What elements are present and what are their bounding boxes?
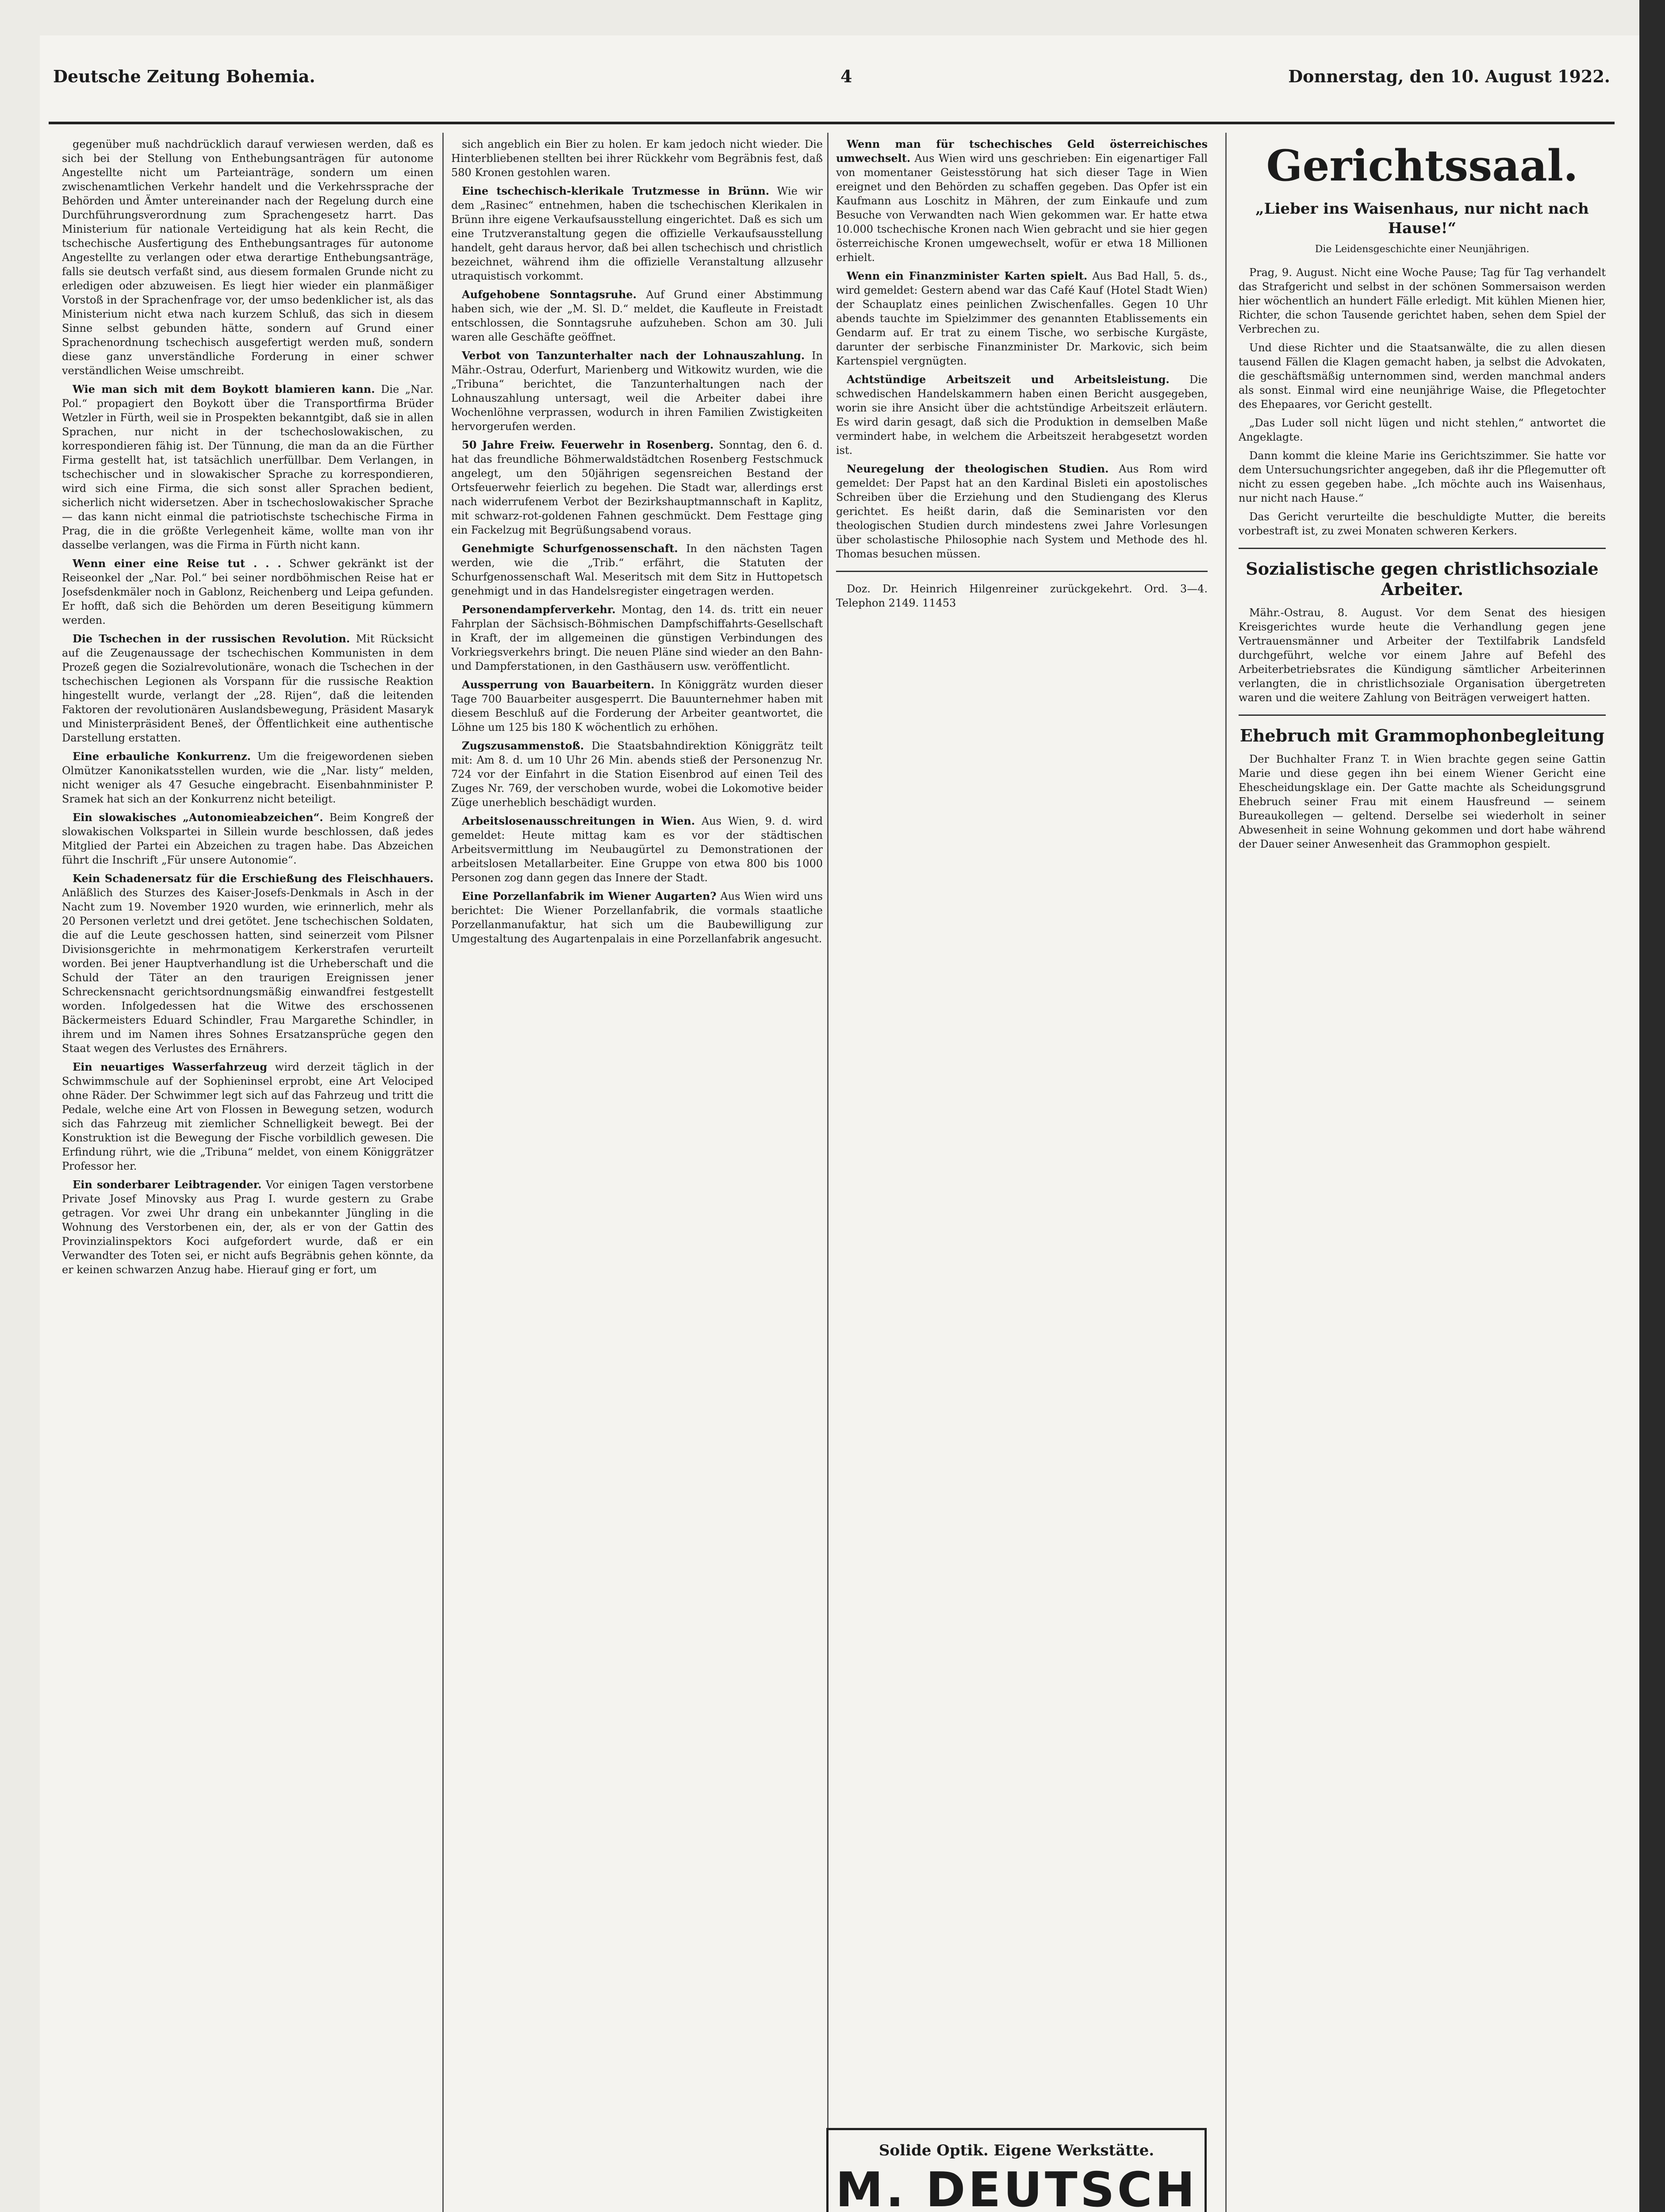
- article-headline: Verbot von Tanzunterhalter nach der Lohnauszahlung.: [462, 349, 805, 362]
- article-headline: 50 Jahre Freiw. Feuerwehr in Rosenberg.: [462, 438, 714, 451]
- article-headline: Wie man sich mit dem Boykott blamieren kann.: [73, 383, 375, 396]
- newspaper-name: Deutsche Zeitung Bohemia.: [53, 66, 315, 86]
- column-divider: [1225, 133, 1227, 2212]
- article-headline: Eine tschechisch-klerikale Trutzmesse in Brünn.: [462, 184, 770, 197]
- article-headline: Aufgehobene Sonntagsruhe.: [462, 288, 637, 301]
- article-headline: Ehebruch mit Grammophonbegleitung: [1239, 726, 1605, 745]
- article-text: „Das Luder soll nicht lügen und nicht stehlen,“ antwortet die Angeklagte.: [1239, 417, 1606, 443]
- article-headline: Wenn man für tschechisches Geld österreichisches umwechselt.: [836, 138, 1208, 165]
- page-number: 4: [840, 66, 852, 86]
- optician-advertisement: [826, 2128, 1207, 2212]
- article-headline: Ein neuartiges Wasserfahrzeug: [73, 1060, 268, 1073]
- scan-edge: [1639, 0, 1665, 2212]
- column-1: [62, 137, 434, 2212]
- article-headline: Arbeitslosenausschreitungen in Wien.: [462, 814, 695, 827]
- article-text: Und diese Richter und die Staatsanwälte, die zu allen diesen tausend Fällen die Klagen gemacht haben, ja selbst die Advokaten, die geschäftsmäßig unternommen sind, werden manchmal anders als sonst. Einmal wird eine neunjährige Waise, die Pflegetochter des Ehepaares, vor Gericht gestellt.: [1239, 342, 1606, 411]
- issue-date: Donnerstag, den 10. August 1922.: [1288, 66, 1610, 86]
- section-title: Gerichtssaal.: [1266, 141, 1578, 191]
- article-headline: Eine erbauliche Konkurrenz.: [73, 750, 251, 763]
- article-text: Die „Nar. Pol.“ propagiert den Boykott über die Transportfirma Brüder Wetzler in Fürth, weil sie in Prospekten bekanntgibt, daß sie in allen Sprachen, nur nicht in der tschechoslowakischen, zu korrespondieren fähig ist. Der Tünnung, die man da an die Fürther Firma gestellt hat, ist tatsächlich unerfüllbar. Dem Verlangen, in tschechischer und in slowakischer Sprache zu korrespondieren, wird sich eine Firma, die sich sonst aller Sprachen bedient, sicherlich nicht widersetzen. Aber in tschechoslowakischer Sprache — das kann nicht einmal die patriotischste tschechische Firma in Prag, die in die größte Verlegenheit käme, wollte man von ihr dasselbe verlangen, was die Firma in Fürth nicht kann.: [62, 383, 434, 551]
- article-text: Aus Wien wird uns berichtet: Die Wiener Porzellanfabrik, die vormals staatliche Porzellanmanufaktur, hat sich um die Baubewilligung zur Umgestaltung des Augartenpalais in eine Porzellanfabrik angesucht.: [451, 890, 823, 945]
- article-text: Wie wir dem „Rasinec“ entnehmen, haben die tschechischen Klerikalen in Brünn ihre eigene Verkaufsausstellung eingerichtet. Daß es sich um eine Trutzveranstaltung gegen die offizielle Verkaufsausstellung handelt, geht daraus hervor, daß bei allen tschechisch und christlich bezeichnet, während ihm die offizielle Veranstaltung allzusehr utraquistisch vorkommt.: [451, 185, 823, 282]
- column-divider: [442, 133, 444, 2212]
- article-text: Schwer gekränkt ist der Reiseonkel der „Nar. Pol.“ bei seiner nordböhmischen Reise hat er Josefsdenkmäler noch in Gablonz, Reichenberg und Leipa gefunden. Er hofft, daß sich die Behörden um deren Beseitigung kümmern werden.: [62, 557, 434, 626]
- article-text: Anläßlich des Sturzes des Kaiser-Josefs-Denkmals in Asch in der Nacht zum 19. November 1920 wurden, wie erinnerlich, mehr als 20 Personen verletzt und drei getötet. Jene tschechischen Soldaten, die auf die Leute geschossen hatten, sind seinerzeit vom Pilsner Divisionsgerichte in mehrmonatigem Kerkerstrafen verurteilt worden. Bei jener Hauptverhandlung ist die Urheberschaft und die Schuld der Täter an den traurigen Ereignissen jener Schreckensnacht gerichtsordnungsmäßig einwandfrei festgestellt worden. Infolgedessen hat die Witwe des erschossenen Bäckermeisters Eduard Schindler, Frau Margarethe Schindler, in ihrem und im Namen ihres Sohnes Ersatzansprüche gegen den Staat wegen des Verlustes des Ernährers.: [62, 887, 434, 1055]
- article-headline: Genehmigte Schurfgenossenschaft.: [462, 542, 678, 555]
- article-headline: Personendampferverkehr.: [462, 603, 616, 616]
- article-text: Die schwedischen Handelskammern haben einen Bericht ausgegeben, worin sie ihre Ansicht über die achtstündige Arbeitszeit erläutern. Es wird darin gesagt, daß sich die Produktion in demselben Maße vermindert habe, in welchem die Arbeitszeit herabgesetzt worden ist.: [836, 373, 1208, 457]
- section-divider: [836, 571, 1208, 572]
- article-headline: Aussperrung von Bauarbeitern.: [462, 678, 655, 691]
- section-divider: [1239, 714, 1606, 716]
- ad-tagline: Solide Optik. Eigene Werkstätte.: [879, 2142, 1155, 2159]
- article-headline: Eine Porzellanfabrik im Wiener Augarten?: [462, 890, 717, 902]
- article-text: Der Buchhalter Franz T. in Wien brachte gegen seine Gattin Marie und diese gegen ihn bei einem Wiener Gericht eine Ehescheidungsklage ein. Der Gatte machte als Scheidungsgrund Ehebruch seiner Frau mit einem Hausfreund — seinem Bureaukollegen — geltend. Derselbe sei wiederholt in seiner Abwesenheit in seine Wohnung gekommen und dort habe während der Dauer seiner Anwesenheit das Grammophon gespielt.: [1239, 753, 1606, 850]
- section-divider: [1239, 548, 1606, 549]
- article-text: In den nächsten Tagen werden, wie die „Trib.“ erfährt, die Statuten der Schurfgenossenschaft Wal. Meseritsch mit dem Sitz in Huttopetsch genehmigt und in das Handelsregister eingetragen werden.: [451, 542, 823, 597]
- column-4: [1239, 137, 1606, 2212]
- column-2: [451, 137, 823, 2212]
- article-text: Das Gericht verurteilte die beschuldigte Mutter, die bereits vorbestraft ist, zu zwei Monaten schweren Kerkers.: [1239, 511, 1606, 537]
- article-text: Die Staatsbahndirektion Königgrätz teilt mit: Am 8. d. um 10 Uhr 26 Min. abends stieß der Personenzug Nr. 724 vor der Einfahrt in die Station Eisenbrod auf einen Teil des Zuges Nr. 769, der verschoben wurde, wobei die Lokomotive beider Züge unerheblich beschädigt wurden.: [451, 740, 823, 809]
- article-text: Sonntag, den 6. d. hat das freundliche Böhmerwaldstädtchen Rosenberg Festschmuck angelegt, um den 50jährigen segensreichen Bestand der Ortsfeuerwehr feierlich zu begehen. Die Stadt war, allerdings erst nach widerrufenem Verbot der Bezirkshauptmannschaft in Kaplitz, mit schwarz-rot-goldenen Fahnen geschmückt. Dem Festtage ging ein Fackelzug mit Begrüßungsabend voraus.: [451, 439, 823, 536]
- column-3: [836, 137, 1208, 2110]
- article-text: Aus Wien, 9. d. wird gemeldet: Heute mittag kam es vor der städtischen Arbeitsvermittlung im Neubaugürtel zu Demonstrationen der arbeitslosen Metallarbeiter. Eine Gruppe von etwa 800 bis 1000 Personen zog dann gegen das Innere der Stadt.: [451, 815, 823, 884]
- article-text: gegenüber muß nachdrücklich darauf verwiesen werden, daß es sich bei der Stellung von Enthebungsanträgen für autonome Angestellte nicht um Parteianträge, sondern um einen zwischenamtlichen Verkehr handelt und die Verkehrssprache der Behörden und Ämter untereinander nach der Regelung durch eine Durchführungsverordnung zum Sprachengesetz harrt. Das Ministerium für nationale Verteidigung hat als kein Recht, die tschechische Ausfertigung des Enthebungsantrages für autonome Angestellte zu verlangen oder etwa derartige Enthebungsanträge, falls sie deutsch verfaßt sind, aus diesem formalen Grunde nicht zu erledigen oder abzuweisen. Es liegt hier wieder ein planmäßiger Vorstoß in der Sprachenfrage vor, der umso bedenklicher ist, als das Ministerium nicht etwa nach kurzem Schluß, das sich in diesem Sinne selbst gebunden hätte, sondern auf Grund einer Sprachenordnung tschechisch ausgefertigt werden muß, sondern diese ganz unverständliche Forderung in einer schwer verständlichen Weise umschreibt.: [62, 138, 434, 377]
- article-text: Aus Bad Hall, 5. ds., wird gemeldet: Gestern abend war das Café Kauf (Hotel Stadt Wien) der Schauplatz eines peinlichen Zwischenfalles. Gegen 10 Uhr abends tauchte im Spielzimmer des genannten Etablissements ein Gendarm auf. Er trat zu einem Tische, wo serbische Kurgäste, darunter der serbische Finanzminister Dr. Markovic, sich beim Kartenspiel vergnügten.: [836, 270, 1208, 367]
- article-headline: Die Tschechen in der russischen Revolution.: [73, 632, 350, 645]
- page-header: [53, 66, 1610, 119]
- article-headline: Zugszusammenstoß.: [462, 739, 584, 752]
- article-subheadline: Die Leidensgeschichte einer Neunjährigen.: [1315, 244, 1530, 255]
- notice-text: Doz. Dr. Heinrich Hilgenreiner zurückgekehrt. Ord. 3—4. Telephon 2149.: [836, 583, 1208, 609]
- header-rule: [49, 122, 1615, 124]
- article-text: Mähr.-Ostrau, 8. August. Vor dem Senat des hiesigen Kreisgerichtes wurde heute die Verhandlung gegen jene Vertrauensmänner und Arbeiter der Textilfabrik Landsfeld durchgeführt, welche vor einem Jahre auf Befehl des Arbeiterbetriebsrates die Kündigung sämtlicher Arbeiterinnen verlangten, die in christlichsoziale Organisation übergetreten waren und die weitere Zahlung von Beiträgen verweigert hatten.: [1239, 607, 1606, 704]
- notice-number: 11453: [922, 597, 956, 609]
- article-headline: Wenn ein Finanzminister Karten spielt.: [847, 269, 1088, 282]
- article-text: Vor einigen Tagen verstorbene Private Josef Minovsky aus Prag I. wurde gestern zu Grabe getragen. Vor zwei Uhr drang ein unbekannter Jüngling in die Wohnung des Verstorbenen ein, der, als er von der Gattin des Provinzialinspektors Koci aufgefordert wurde, daß er ein Verwandter des Toten sei, er nicht aufs Begräbnis gehen könnte, da er keinen schwarzen Anzug habe. Hierauf ging er fort, um: [62, 1179, 434, 1276]
- article-headline: Ein sonderbarer Leibtragender.: [73, 1178, 262, 1191]
- article-text: Mit Rücksicht auf die Zeugenaussage der tschechischen Kommunisten in dem Prozeß gegen die Sozialrevolutionäre, wonach die Tschechen in der tschechischen Legionen als Vorspann für die russische Reaktion hingestellt wurde, verlangt der „28. Rijen“, daß die leitenden Faktoren der revolutionären Auslandsbewegung, Präsident Masaryk und Ministerpräsident Beneš, der Öffentlichkeit eine authentische Darstellung erstatten.: [62, 633, 434, 744]
- article-text: wird derzeit täglich in der Schwimmschule auf der Sophieninsel erprobt, eine Art Velociped ohne Räder. Der Schwimmer legt sich auf das Fahrzeug und tritt die Pedale, welche eine Art von Flossen in Bewegung setzen, wodurch sich das Fahrzeug mit ziemlicher Schnelligkeit bewegt. Bei der Konstruktion ist die Bewegung der Fische vorbildlich gewesen. Die Erfindung rührt, wie die „Tribuna“ meldet, von einem Königgrätzer Professor her.: [62, 1061, 434, 1172]
- article-headline: „Lieber ins Waisenhaus, nur nicht nach Hause!“: [1255, 200, 1589, 237]
- article-text: Beim Kongreß der slowakischen Volkspartei in Sillein wurde beschlossen, daß jedes Mitglied der Partei ein Abzeichen zu tragen habe. Das Abzeichen führt die Inschrift „Für unsere Autonomie“.: [62, 811, 434, 866]
- article-text: sich angeblich ein Bier zu holen. Er kam jedoch nicht wieder. Die Hinterbliebenen stellten bei ihrer Rückkehr vom Begräbnis fest, daß 580 Kronen gestohlen waren.: [451, 138, 823, 179]
- article-text: In Königgrätz wurden dieser Tage 700 Bauarbeiter ausgesperrt. Die Bauunternehmer haben mit diesem Beschluß auf die Forderung der Arbeiter geantwortet, die Löhne um 125 bis 180 K wöchentlich zu erhöhen.: [451, 679, 823, 733]
- article-text: Aus Rom wird gemeldet: Der Papst hat an den Kardinal Bisleti ein apostolisches Schreiben über die Erziehung und den Studiengang des Klerus gerichtet. Es heißt darin, daß die Seminaristen vor den theologischen Studien durch mindestens zwei Jahre Vorlesungen über scholastische Philosophie nach System und Methode des hl. Thomas besuchen müssen.: [836, 463, 1208, 560]
- article-headline: Wenn einer eine Reise tut . . .: [73, 557, 281, 570]
- article-text: Montag, den 14. ds. tritt ein neuer Fahrplan der Sächsisch-Böhmischen Dampfschiffahrts-Gesellschaft in Kraft, der im allgemeinen die günstigen Verbindungen des Vorkriegsverkehrs bringt. Die neuen Pläne sind wieder an den Bahn- und Dampferstationen, in den Gasthäusern usw. veröffentlicht.: [451, 603, 823, 672]
- column-divider: [827, 133, 829, 2212]
- article-text: Dann kommt die kleine Marie ins Gerichtszimmer. Sie hatte vor dem Untersuchungsrichter angegeben, daß ihr die Pflegemutter oft nicht zu essen gegeben habe. „Ich möchte auch ins Waisenhaus, nur nicht nach Hause.“: [1239, 449, 1606, 504]
- article-headline: Achtstündige Arbeitszeit und Arbeitsleistung.: [847, 373, 1170, 386]
- article-text: Auf Grund einer Abstimmung haben sich, wie der „M. Sl. D.“ meldet, die Kaufleute in Freistadt entschlossen, die Sonntagsruhe aufzuheben. Schon am 30. Juli waren alle Geschäfte geöffnet.: [451, 288, 823, 343]
- article-text: In Mähr.-Ostrau, Oderfurt, Marienberg und Witkowitz wurden, wie die „Tribuna“ berichtet, die Tanzunterhaltungen nach der Lohnauszahlung untersagt, weil die Arbeiter dabei ihre Wochenlöhne verprassen, wodurch in ihren Familien Zwistigkeiten hervorgerufen werden.: [451, 349, 823, 433]
- article-headline: Kein Schadenersatz für die Erschießung des Fleischhauers.: [73, 872, 434, 885]
- ad-company-name: M. DEUTSCH: [835, 2162, 1198, 2212]
- article-headline: Ein slowakisches „Autonomieabzeichen“.: [73, 811, 323, 824]
- article-text: Prag, 9. August. Nicht eine Woche Pause; Tag für Tag verhandelt das Strafgericht und selbst in der schönen Sommersaison werden hier wöchentlich an hundert Fälle erledigt. Mit kühlen Mienen hier, Richter, die schon Tausende gerichtet haben, sehen dem Spiel der Verbrechen zu.: [1239, 266, 1606, 335]
- article-text: Um die freigewordenen sieben Olmützer Kanonikatsstellen wurden, wie die „Nar. listy“ melden, nicht weniger als 47 Gesuche eingebracht. Eisenbahnminister P. Sramek hat sich an der Konkurrenz nicht beteiligt.: [62, 750, 434, 805]
- article-headline: Sozialistische gegen christlichsoziale Arbeiter.: [1246, 559, 1599, 599]
- article-text: Aus Wien wird uns geschrieben: Ein eigenartiger Fall von momentaner Geistesstörung hat sich dieser Tage in Wien ereignet und den Behörden zu schaffen gegeben. Das Opfer ist ein Kaufmann aus Loschitz in Mähren, der zum Einkaufe und zum Besuche von Verwandten nach Wien gekommen war. Er hatte etwa 10.000 tschechische Kronen nach Wien gebracht und sie hier gegen österreichische Kronen umgewechselt, wofür er etwa 18 Millionen erhielt.: [836, 152, 1208, 264]
- article-headline: Neuregelung der theologischen Studien.: [847, 462, 1109, 475]
